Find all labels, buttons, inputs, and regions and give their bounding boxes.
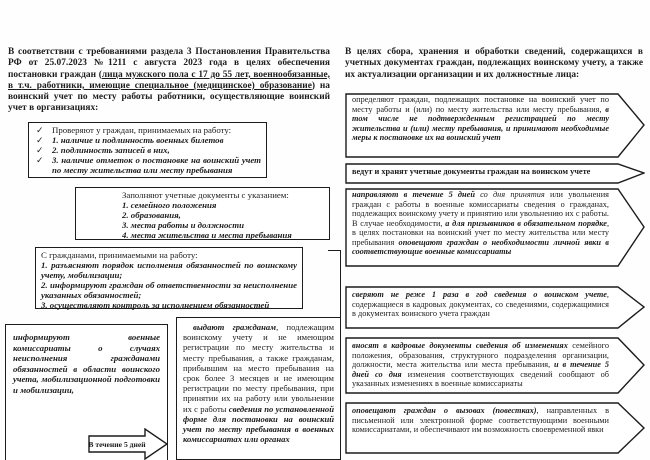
fill-box-title: Заполняют учетные документы с указанием: [122, 190, 289, 200]
right-intro-paragraph: В целях сбора, хранения и обработки сведений, содержащихся в учетных документах граждан, подлежащих воинскому учету, а также их актуализации организации и их должностные лица: [345, 47, 643, 80]
fill-box-item: 3. места работы и должности [122, 220, 245, 230]
verify-annually-box [345, 286, 645, 329]
check-icon: ✓ [36, 145, 44, 155]
verify-box-item [34, 145, 261, 155]
hire-box-item: 1. разъясняют порядок исполнения обязанностей по воинскому учету, мобилизации; [41, 260, 297, 280]
update-records-box [345, 337, 645, 394]
keep-documents-text: ведут и хранят учетные документы граждан на воинском учете [352, 167, 591, 176]
hire-box-title: С гражданами, принимаемыми на работу: [41, 250, 198, 260]
column-divider-line [328, 250, 341, 318]
verify-box-item [34, 155, 261, 175]
verify-documents-box [28, 122, 267, 178]
fill-box-item: 2. образования, [122, 210, 181, 220]
fill-box-item: 4. места жительства и места пребывания [122, 230, 292, 240]
verify-box-item-text: 2. подлинность записей в них, [52, 145, 170, 155]
verify-box-item [34, 135, 261, 145]
verify-box-item-text: 3. наличие отметок о постановке на воинский учет по месту жительства или месту пребывания [52, 155, 261, 175]
determine-citizens-box [345, 93, 645, 158]
notify-summons-text: оповещают граждан о вызовах (повестках), направленных в письменной или электронной форме соответствующими военными комиссариатами, и обеспечивают им возможность своевременной явки [352, 406, 609, 434]
deadline-arrow-label: В течение 5 дней [88, 439, 146, 449]
notify-summons-box [345, 402, 645, 454]
verify-box-item-text: 1. наличие и подлинность военных билетов [52, 135, 224, 145]
issue-box-text: выдают гражданам, подлежащим воинскому учету и не имеющим регистрации по месту жительства и месту пребывания, а также гражданам, прибывшим на место пребывания на срок более 3 месяцев и не имеющим регистрации по месту пребывания, при принятии их на работу или увольнении их с работы сведения по установленной форме для постановки на воинский учет по месту пребывания в военных комиссариатах или органах [183, 322, 335, 445]
update-records-text: вносят в кадровые документы сведения об изменениях семейного положения, образования, структурного подразделения организации, должности, места жительства или места пребывания, и в течение 5 дней со дня изменения соответствующих сведений сообщают об указанных изменениях в военные комиссариаты [352, 341, 609, 388]
left-intro-paragraph: В соответствии с требованиями раздела 3 Постановления Правительства РФ от 25.07.2023 №1211 с августа 2023 года в целях обеспечения постановки граждан (лица мужского пола с 17 до 55 лет, военнообязанные, в т.ч. работники, имеющие специальное (медицинское) образование) на воинский учет по месту работы работники, осуществляющие воинский учет в организациях: [8, 47, 330, 114]
fill-box-item: 1. семейного положения [122, 200, 217, 210]
inform-box-text: информируют военные комиссариаты о случаях неисполнения гражданами обязанностей в области воинского учета, мобилизационной подготовки и мобилизации, [13, 332, 160, 395]
deadline-arrow [88, 428, 168, 460]
hire-box-item: 2. информируют граждан об ответственности за неисполнение указанных обязанностей; [41, 280, 297, 300]
issue-info-box [176, 317, 341, 460]
check-icon: ✓ [36, 135, 44, 145]
keep-documents-box [345, 163, 645, 184]
verify-box-title-row [34, 125, 261, 135]
verify-box-title: Проверяют у граждан, принимаемых на работу: [52, 125, 232, 135]
hire-box-item: 3. осуществляют контроль за исполнением обязанностей [41, 300, 270, 310]
determine-citizens-text: определяют граждан, подлежащих постановке на воинский учет по месту работы и (или) по месту жительства или месту пребывания, в том числе не подтвержденным регистрацией по месту жительства и (или) месту пребывания, и принимают необходимые меры к постановке их на воинский учет [352, 95, 609, 142]
check-icon: ✓ [36, 155, 44, 165]
fill-documents-box [75, 187, 330, 240]
send-info-box [345, 188, 645, 267]
send-info-text: направляют в течение 5 дней со дня принятия или увольнения граждан с работы в военные комиссариаты сведения о гражданах, подлежащих воинскому учету и принятию или увольнению их с работы. В случае необходимости, а для призывников в обязательном порядке, в целях постановки на воинский учет по месту жительства или месту пребывания оповещают граждан о необходимости личной явки в соответствующие военные комиссариаты [352, 190, 610, 256]
verify-annually-text: сверяют не реже 1 раза в год сведения о воинском учете, содержащиеся в кадровых документах, со сведениями, содержащимися в документах воинского учета граждан [352, 290, 609, 318]
check-icon: ✓ [36, 125, 44, 135]
hired-citizens-box [35, 247, 303, 309]
